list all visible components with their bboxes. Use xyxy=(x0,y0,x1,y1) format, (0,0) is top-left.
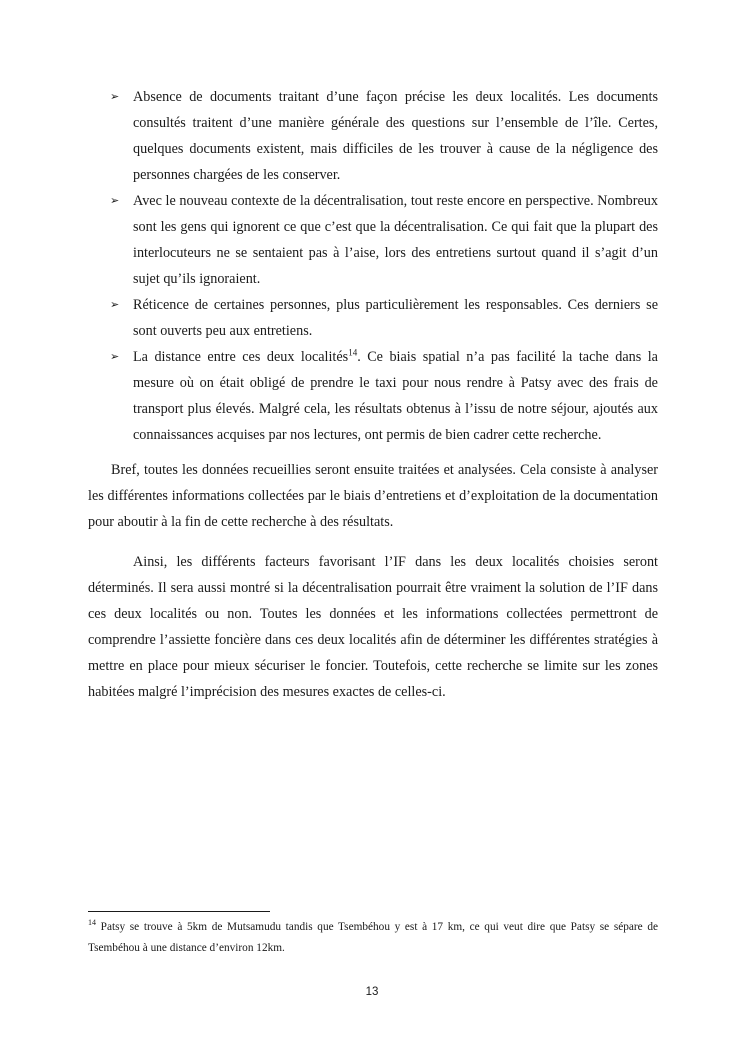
list-item-text: La distance entre ces deux localités xyxy=(133,349,349,365)
list-item xyxy=(88,344,658,448)
footnote-number: 14 xyxy=(88,918,96,928)
limitations-list xyxy=(88,84,658,448)
page-number: 13 xyxy=(365,986,379,998)
list-item xyxy=(88,292,658,344)
arrow-bullet-icon: ➢ xyxy=(110,298,120,311)
footnote-reference[interactable]: 14 xyxy=(348,347,358,358)
list-item xyxy=(88,188,658,292)
arrow-bullet-icon: ➢ xyxy=(110,350,120,363)
list-item xyxy=(88,84,658,188)
list-item-text: Réticence de certaines personnes, plus particulièrement les responsables. Ces derniers se sont ouverts peu aux entretiens. xyxy=(133,297,658,339)
list-item-text: Absence de documents traitant d’une façon précise les deux localités. Les documents consultés traitent d’une manière générale des questions sur l’ensemble de l’île. Certes, quelques documents existent, mais difficiles de les trouver à cause de la négligence des personnes chargées de les conserver. xyxy=(133,89,658,183)
list-item-text-continued: . Ce biais spatial n’a pas facilité la tache dans la mesure où on était obligé de prendre le taxi pour nous rendre à Patsy avec des frais de transport plus élevés. Malgré cela, les résultats obtenus à l’issu de notre séjour, ajoutés aux connaissances acquises par nos lectures, ont permis de bien cadrer cette recherche. xyxy=(133,349,658,443)
footnote-separator xyxy=(88,911,270,912)
arrow-bullet-icon: ➢ xyxy=(110,90,120,103)
arrow-bullet-icon: ➢ xyxy=(110,194,120,207)
footnote xyxy=(88,917,658,959)
body-paragraph-summary: Bref, toutes les données recueillies seront ensuite traitées et analysées. Cela consiste à analyser les différentes informations collectées par le biais d’entretiens et d’exploitation de la documentation pour aboutir à la fin de cette recherche à des résultats. xyxy=(88,462,658,530)
list-item-text: Avec le nouveau contexte de la décentralisation, tout reste encore en perspective. Nombreux sont les gens qui ignorent ce que c’est que la décentralisation. Ce qui fait que la plupart des interlocuteurs ne se sentaient pas à l’aise, lors des entretiens surtout quand il s’agit d’un sujet qu’ils ignoraient. xyxy=(133,193,658,287)
body-paragraph-conclusion: Ainsi, les différents facteurs favorisant l’IF dans les deux localités choisies seront déterminés. Il sera aussi montré si la décentralisation pourrait être vraiment la solution de l’IF dans ces deux localités ou non. Toutes les données et les informations collectées permettront de comprendre l’assiette foncière dans ces deux localités afin de déterminer les différentes stratégies à mettre en place pour mieux sécuriser le foncier. Toutefois, cette recherche se limite sur les zones habitées malgré l’imprécision des mesures exactes de celles-ci. xyxy=(88,554,658,700)
footnote-text: Patsy se trouve à 5km de Mutsamudu tandis que Tsembéhou y est à 17 km, ce qui veut dire que Patsy se sépare de Tsembéhou à une distance d’environ 12km. xyxy=(88,921,658,954)
